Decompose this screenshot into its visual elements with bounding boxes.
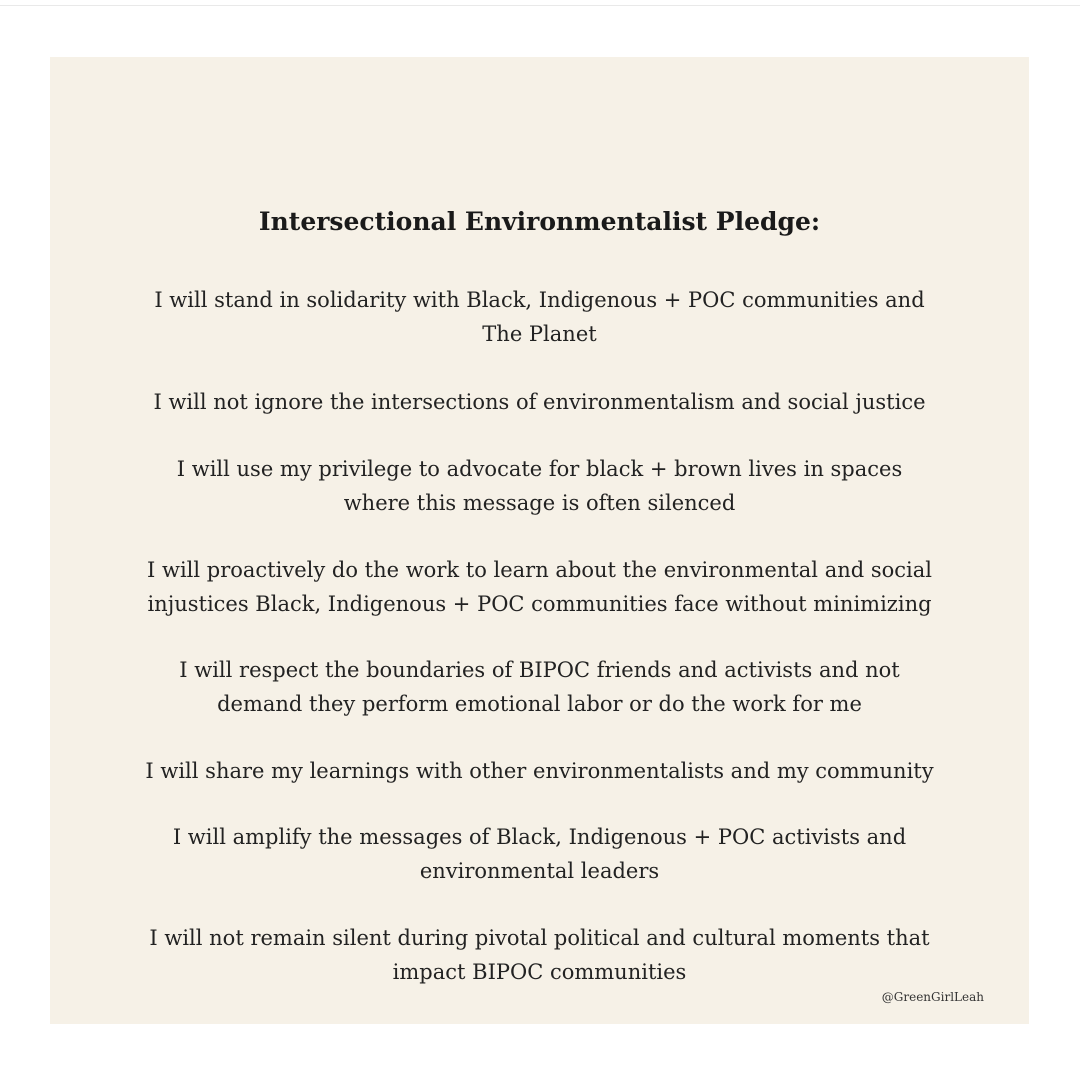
pledge-line: injustices Black, Indigenous + POC communities face without minimizing xyxy=(147,592,932,616)
pledge-item xyxy=(50,820,1029,888)
top-divider xyxy=(0,5,1080,6)
pledge-line: demand they perform emotional labor or do the work for me xyxy=(217,692,862,716)
pledge-line: I will proactively do the work to learn about the environmental and social xyxy=(147,558,932,582)
pledge-line: I will not remain silent during pivotal political and cultural moments that xyxy=(149,926,930,950)
pledge-item xyxy=(50,553,1029,621)
pledge-item xyxy=(50,283,1029,351)
pledge-line: The Planet xyxy=(482,322,597,346)
pledge-card xyxy=(50,57,1029,1024)
pledge-item xyxy=(50,452,1029,520)
pledge-line: I will stand in solidarity with Black, Indigenous + POC communities and xyxy=(154,288,925,312)
pledge-line: environmental leaders xyxy=(419,859,660,883)
pledge-line: where this message is often silenced xyxy=(343,491,736,515)
pledge-item xyxy=(50,385,1029,419)
pledge-line: I will share my learnings with other environmentalists and my community xyxy=(145,759,934,783)
author-credit: @GreenGirlLeah xyxy=(881,990,984,1004)
pledge-line: I will not ignore the intersections of environmentalism and social justice xyxy=(153,390,926,414)
pledge-line: impact BIPOC communities xyxy=(392,960,687,984)
pledge-item xyxy=(50,921,1029,989)
pledge-line: I will use my privilege to advocate for black + brown lives in spaces xyxy=(176,457,903,481)
pledge-item xyxy=(50,754,1029,788)
pledge-item xyxy=(50,653,1029,721)
pledge-line: I will respect the boundaries of BIPOC friends and activists and not xyxy=(179,658,900,682)
pledge-title: Intersectional Environmentalist Pledge: xyxy=(258,207,821,236)
pledge-line: I will amplify the messages of Black, Indigenous + POC activists and xyxy=(172,825,907,849)
